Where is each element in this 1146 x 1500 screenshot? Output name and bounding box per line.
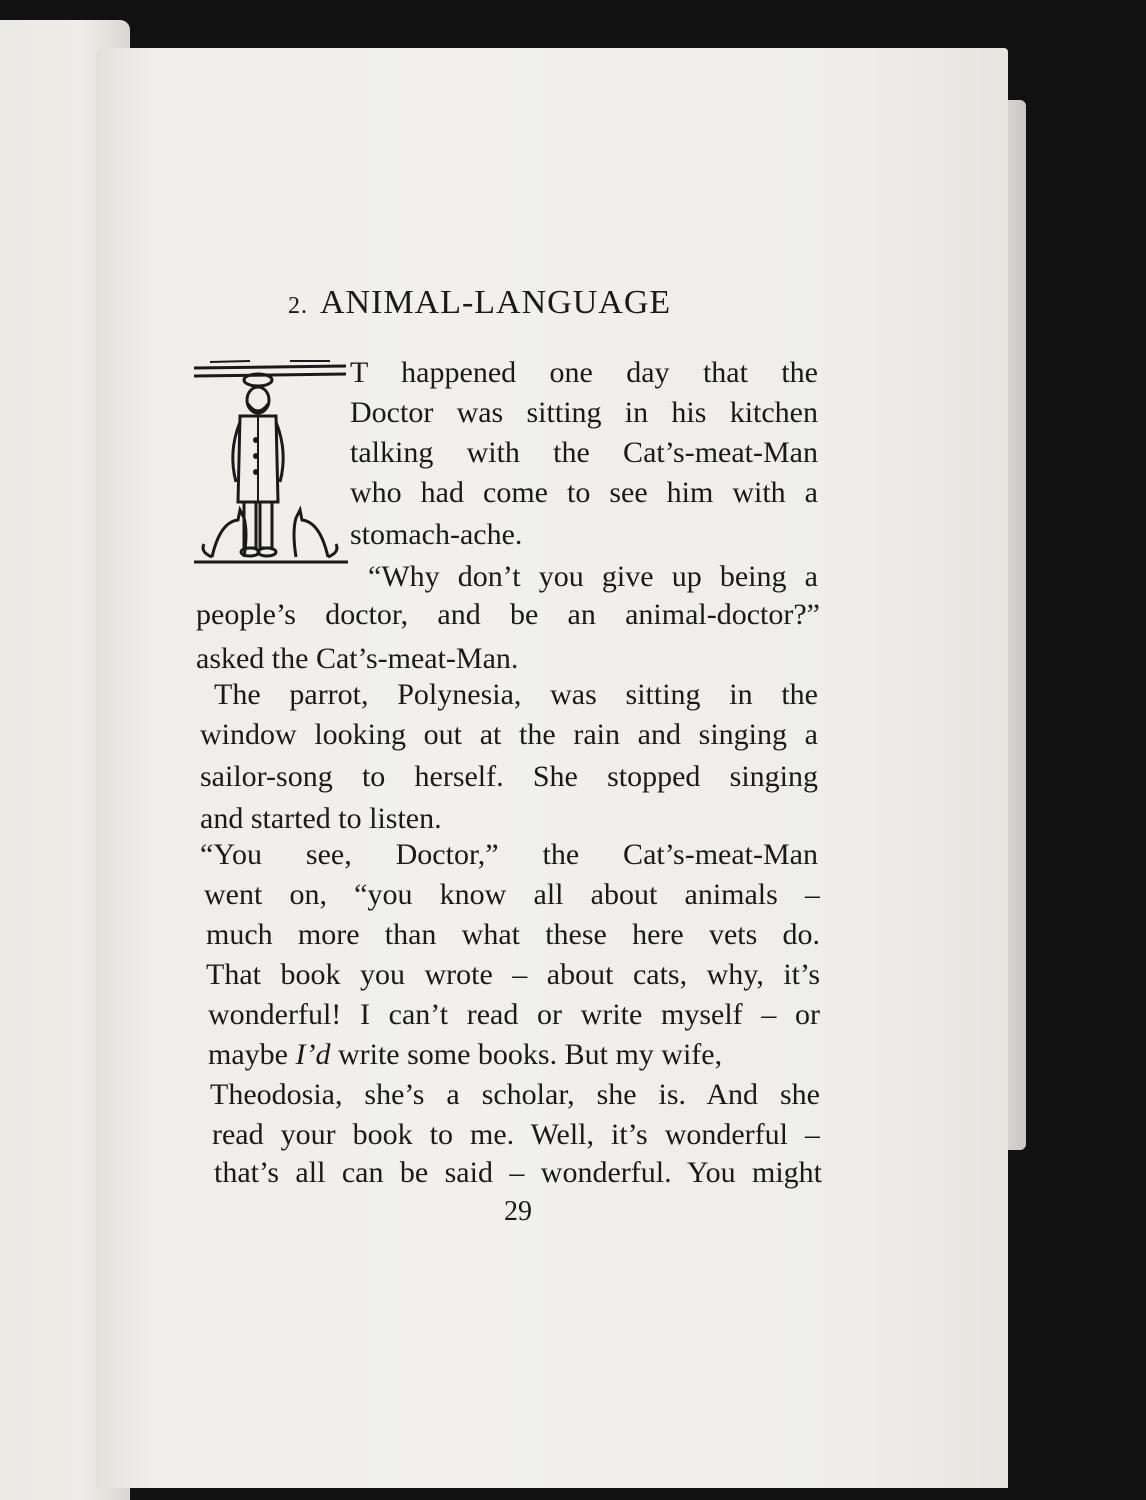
illuminated-initial-illustration: [190, 352, 350, 574]
text-line: went on, “you know all about animals –: [204, 880, 820, 911]
text-line: That book you wrote – about cats, why, it’s: [206, 960, 820, 991]
page-number: 29: [504, 1196, 532, 1227]
text-line-start: maybe: [208, 1038, 288, 1071]
text-line-end: write some books. But my wife,: [337, 1038, 723, 1071]
text-line: Theodosia, she’s a scholar, she is. And she: [210, 1080, 820, 1111]
chapter-title: ANIMAL-LANGUAGE: [320, 284, 672, 321]
chapter-heading: [288, 284, 888, 322]
text-line: sailor-song to herself. She stopped singing: [200, 762, 818, 793]
text-line: Doctor was sitting in his kitchen: [350, 398, 818, 429]
text-line: asked the Cat’s-meat-Man.: [196, 642, 519, 675]
text-line: read your book to me. Well, it’s wonderful –: [212, 1120, 820, 1151]
text-line: [208, 1040, 722, 1070]
text-line: “You see, Doctor,” the Cat’s-meat-Man: [200, 840, 818, 871]
text-line: much more than what these here vets do.: [206, 920, 820, 951]
text-line: window looking out at the rain and singing a: [200, 720, 818, 751]
text-line: that’s all can be said – wonderful. You might: [214, 1158, 822, 1189]
text-line: stomach-ache.: [350, 518, 523, 551]
text-line: The parrot, Polynesia, was sitting in the: [214, 680, 818, 711]
chapter-number: 2.: [288, 293, 308, 319]
text-line: wonderful! I can’t read or write myself – or: [208, 1000, 820, 1031]
text-line: and started to listen.: [200, 802, 442, 835]
emphasis-text: I’d: [295, 1038, 331, 1071]
text-line: people’s doctor, and be an animal-doctor?”: [196, 600, 820, 631]
text-line: talking with the Cat’s-meat-Man: [350, 438, 818, 469]
text-line: “Why don’t you give up being a: [368, 562, 818, 593]
text-line: who had come to see him with a: [350, 478, 818, 509]
text-line: T happened one day that the: [350, 358, 818, 389]
